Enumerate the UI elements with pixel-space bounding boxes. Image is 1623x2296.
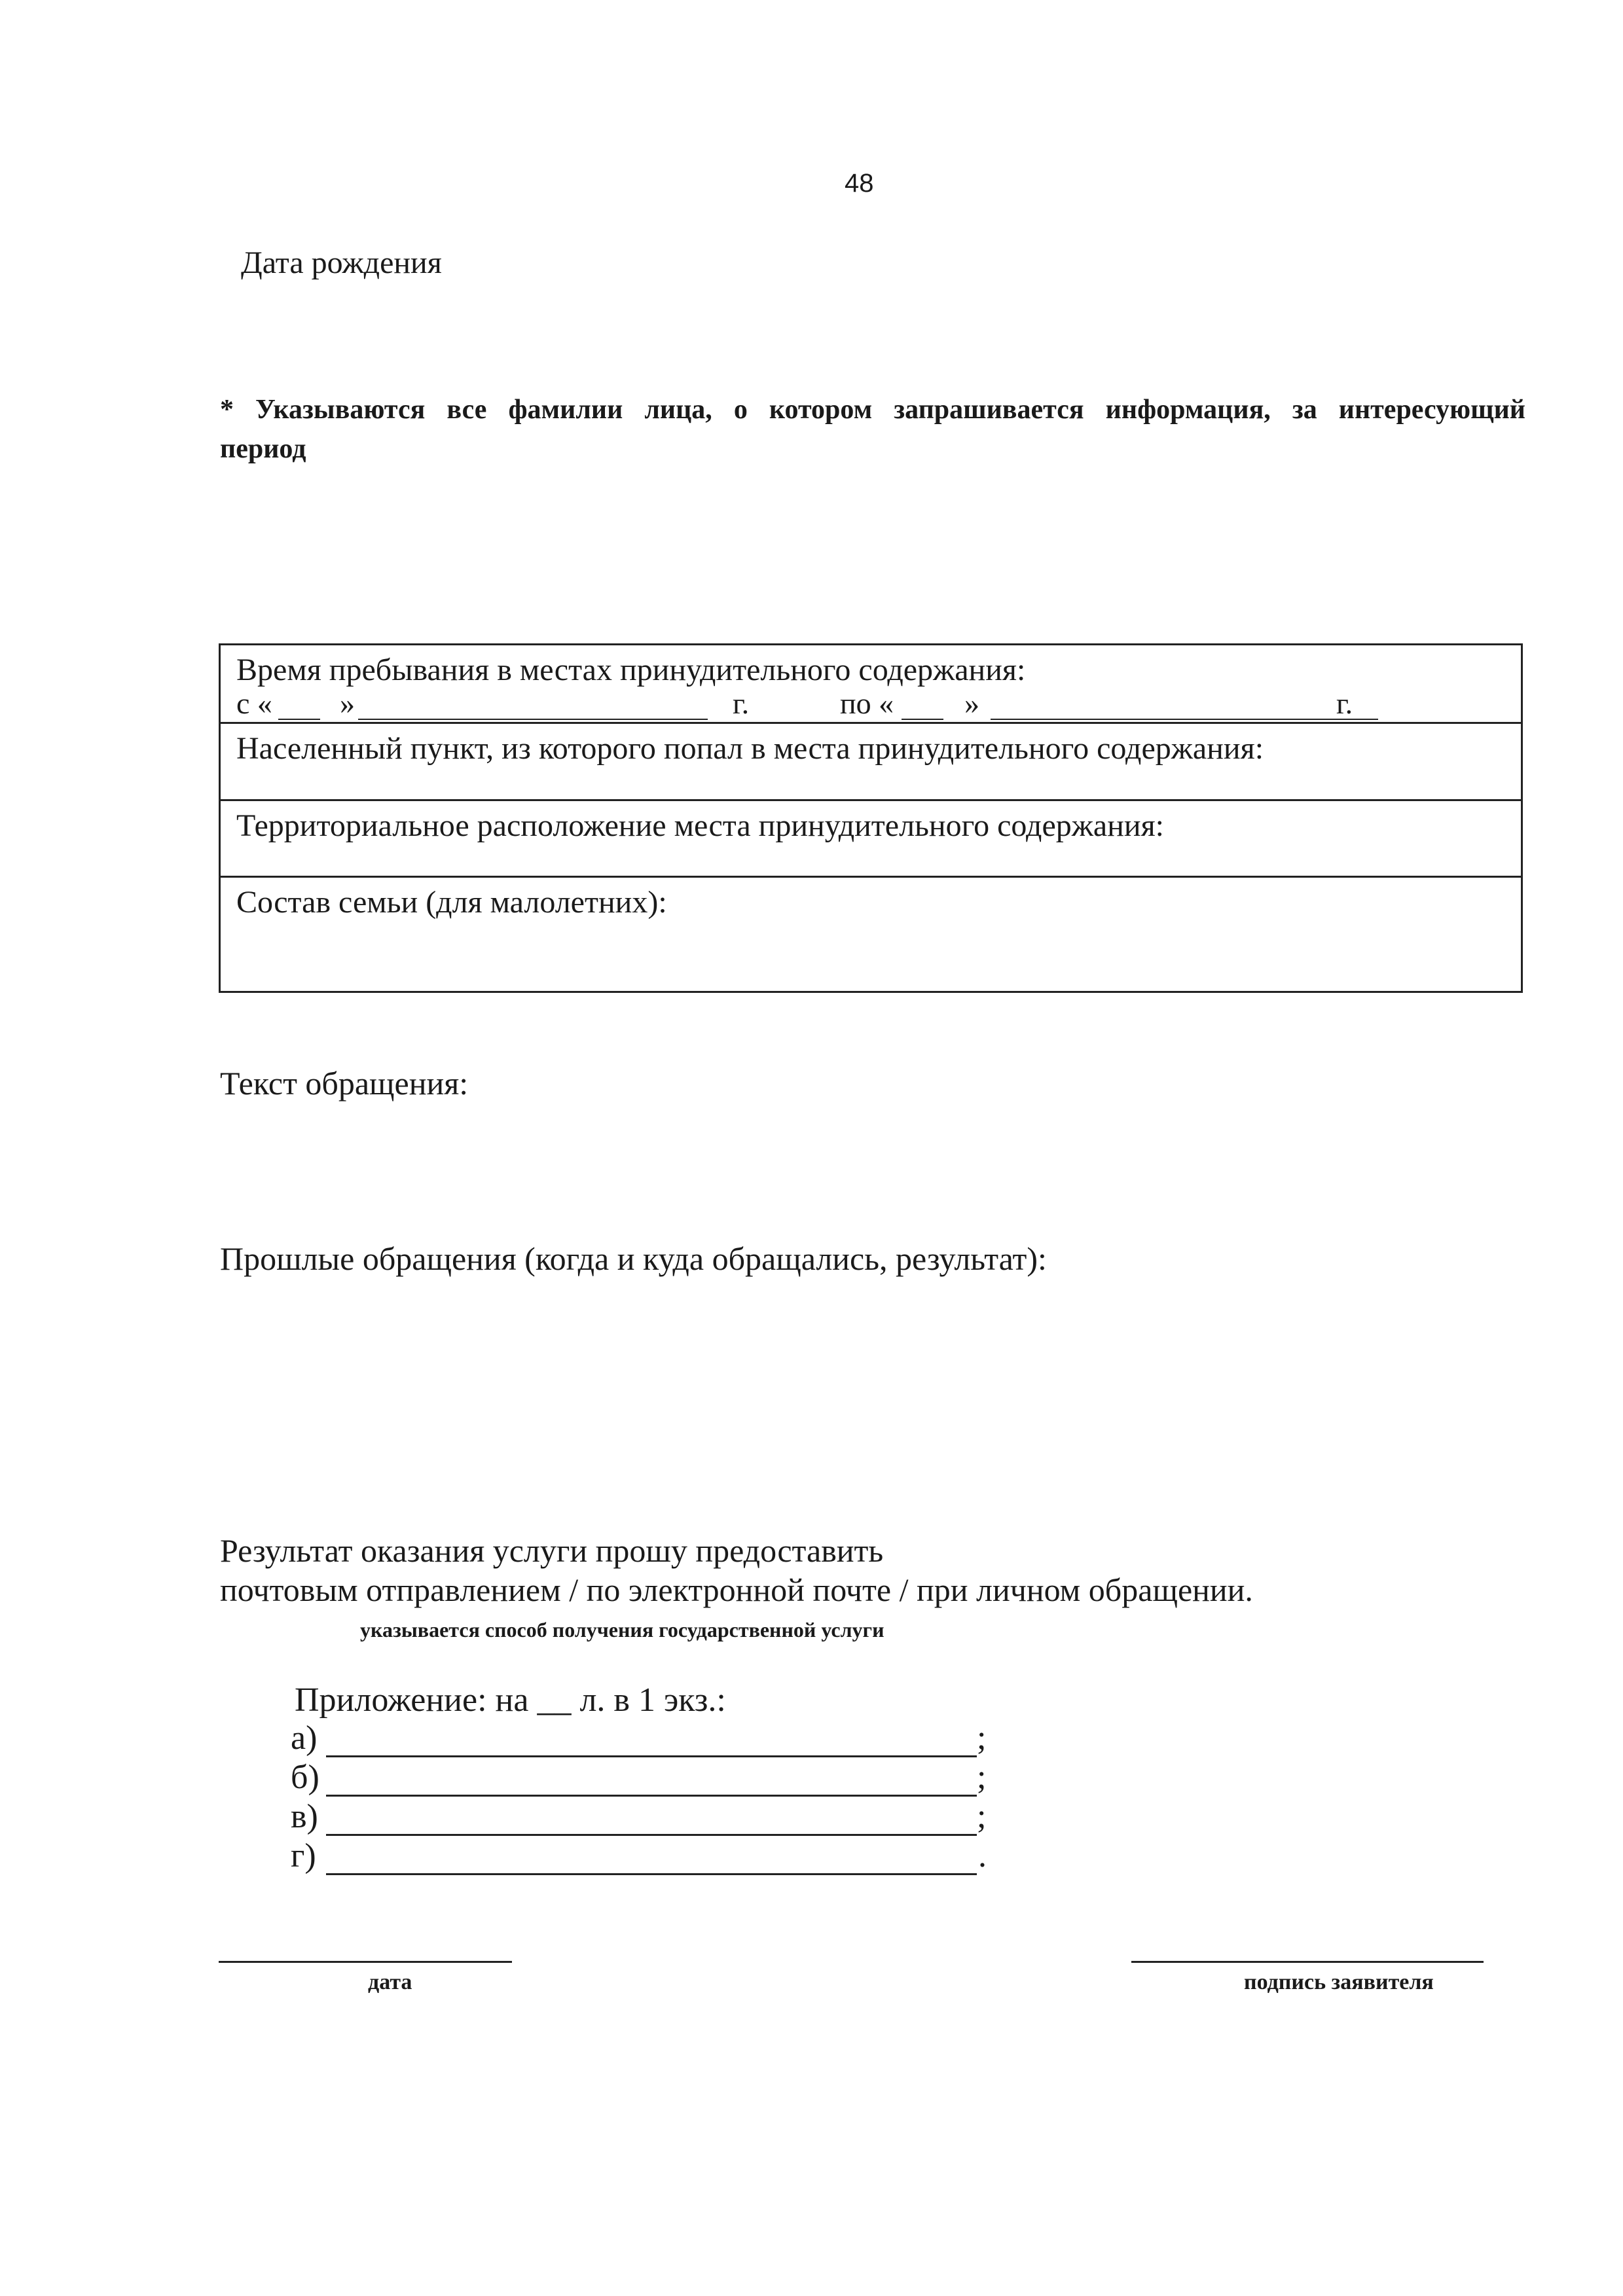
year-to-suffix: г. — [1336, 687, 1353, 720]
attachment-item-end: ; — [977, 1759, 987, 1796]
attachment-item-line — [326, 1795, 977, 1797]
attachment-item-end: ; — [977, 1798, 987, 1835]
footnote-line-1: * Указываются все фамилии лица, о котором запрашивается информация, за интересующий — [220, 395, 1525, 425]
date-to-prefix: по « — [840, 687, 894, 720]
result-line-1: Результат оказания услуги прошу предоставить — [220, 1532, 884, 1569]
attachment-item-end: . — [978, 1837, 987, 1874]
table-row-family — [221, 878, 1521, 993]
month-from-blank — [358, 719, 708, 720]
day-from-blank — [278, 719, 320, 720]
applicant-signature-line — [1131, 1961, 1484, 1963]
attachment-item-line — [326, 1834, 977, 1836]
birth-date-label: Дата рождения — [241, 245, 442, 280]
past-appeals-label: Прошлые обращения (когда и куда обращались, результат): — [220, 1240, 1047, 1277]
page-number: 48 — [845, 169, 874, 198]
date-from-prefix: с « — [236, 687, 272, 720]
attachment-item-letter: б) — [291, 1759, 319, 1796]
date-from-close-quote: » — [340, 687, 355, 720]
detention-info-table — [219, 643, 1523, 993]
year-from-suffix: г. — [733, 687, 750, 720]
detention-period-label: Время пребывания в местах принудительного содержания: — [236, 653, 1026, 687]
family-label: Состав семьи (для малолетних): — [236, 885, 667, 920]
result-line-2: почтовым отправлением / по электронной почте / при личном обращении. — [220, 1571, 1253, 1608]
attachment-title: Приложение: на __ л. в 1 экз.: — [295, 1681, 726, 1719]
month-to-blank — [991, 719, 1378, 720]
table-row-detention-period — [221, 645, 1521, 724]
appeal-text-label: Текст обращения: — [220, 1065, 469, 1102]
table-row-location — [221, 801, 1521, 878]
date-signature-line — [219, 1961, 512, 1963]
attachment-item-end: ; — [977, 1719, 987, 1757]
date-to-close-quote: » — [964, 687, 979, 720]
attachment-item-line — [326, 1873, 977, 1875]
settlement-label: Населенный пункт, из которого попал в места принудительного содержания: — [236, 731, 1264, 766]
footnote-line-2: период — [220, 434, 306, 464]
result-method-note: указывается способ получения государственной услуги — [360, 1618, 884, 1641]
table-row-settlement — [221, 724, 1521, 801]
attachment-item-letter: г) — [291, 1837, 316, 1874]
attachment-item-letter: а) — [291, 1719, 318, 1757]
location-label: Территориальное расположение места принудительного содержания: — [236, 808, 1165, 843]
date-label: дата — [368, 1970, 412, 1994]
applicant-signature-label: подпись заявителя — [1244, 1970, 1434, 1994]
attachment-item-line — [326, 1755, 977, 1757]
day-to-blank — [902, 719, 943, 720]
attachment-item-letter: в) — [291, 1798, 318, 1835]
